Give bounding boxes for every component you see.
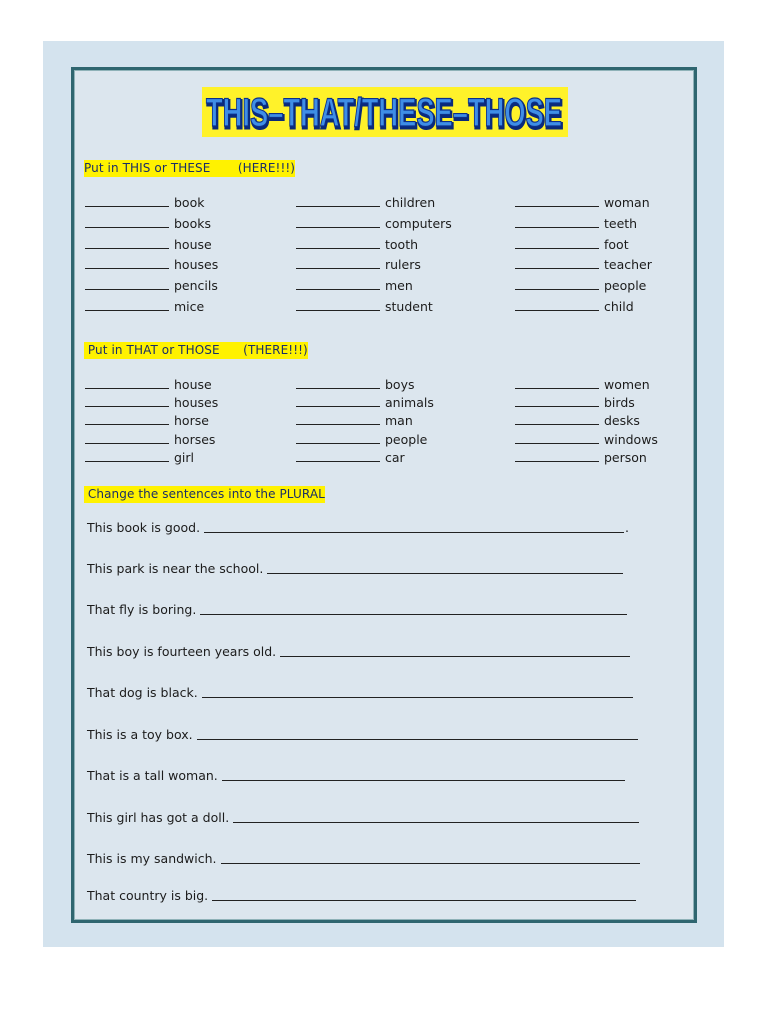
that-those-word: girl bbox=[174, 449, 195, 465]
that-those-item bbox=[85, 395, 218, 410]
answer-blank[interactable] bbox=[515, 301, 599, 311]
this-these-item bbox=[296, 299, 433, 314]
that-those-word: man bbox=[385, 413, 413, 429]
this-these-item bbox=[85, 216, 211, 231]
that-those-word: horse bbox=[174, 413, 209, 429]
answer-blank[interactable] bbox=[515, 259, 599, 269]
answer-blank[interactable] bbox=[85, 259, 169, 269]
this-these-word: pencils bbox=[174, 278, 218, 294]
this-these-word: teeth bbox=[604, 215, 638, 231]
answer-blank[interactable] bbox=[296, 397, 380, 407]
answer-blank[interactable] bbox=[296, 218, 380, 228]
page-title-text: THIS–THAT/THESE–THOSE bbox=[206, 91, 562, 135]
this-these-word: student bbox=[385, 299, 433, 314]
answer-blank[interactable] bbox=[85, 280, 169, 290]
that-those-item bbox=[85, 377, 212, 392]
this-these-word: woman bbox=[604, 195, 650, 210]
this-these-item bbox=[296, 195, 435, 210]
page-title-shadow: THIS–THAT/THESE–THOSE bbox=[207, 93, 563, 137]
this-these-word: children bbox=[385, 195, 436, 210]
that-those-item bbox=[85, 432, 215, 447]
that-those-item bbox=[515, 395, 635, 410]
worksheet-page bbox=[43, 41, 724, 947]
this-these-item bbox=[296, 237, 418, 252]
that-those-word: windows bbox=[604, 431, 658, 447]
answer-blank[interactable] bbox=[85, 434, 169, 444]
answer-blank[interactable] bbox=[296, 452, 380, 462]
answer-blank[interactable] bbox=[85, 218, 169, 228]
answer-blank[interactable] bbox=[515, 218, 599, 228]
this-these-item bbox=[515, 216, 637, 231]
that-those-item bbox=[296, 377, 415, 392]
answer-line[interactable] bbox=[204, 532, 624, 533]
this-these-word: rulers bbox=[385, 257, 421, 273]
answer-blank[interactable] bbox=[296, 197, 380, 207]
answer-blank[interactable] bbox=[296, 280, 380, 290]
section-plural-label: Change the sentences into the PLURAL bbox=[84, 487, 325, 501]
answer-blank[interactable] bbox=[515, 434, 599, 444]
this-these-item bbox=[296, 257, 421, 272]
answer-blank[interactable] bbox=[515, 379, 599, 389]
answer-blank[interactable] bbox=[515, 280, 599, 290]
that-those-word: women bbox=[604, 377, 650, 392]
this-these-item bbox=[515, 195, 650, 210]
this-these-item bbox=[296, 278, 413, 293]
that-those-word: house bbox=[174, 377, 212, 392]
answer-line[interactable] bbox=[233, 822, 639, 823]
sentence-prompt: This book is good. bbox=[87, 520, 201, 535]
this-these-word: computers bbox=[385, 215, 452, 231]
answer-blank[interactable] bbox=[85, 239, 169, 249]
answer-blank[interactable] bbox=[296, 301, 380, 311]
this-these-item bbox=[85, 299, 204, 314]
sentence-prompt: That fly is boring. bbox=[87, 602, 197, 617]
answer-blank[interactable] bbox=[515, 397, 599, 407]
answer-blank[interactable] bbox=[515, 452, 599, 462]
that-those-word: people bbox=[385, 431, 428, 447]
that-those-item bbox=[296, 413, 413, 428]
answer-blank[interactable] bbox=[515, 415, 599, 425]
answer-line[interactable] bbox=[222, 780, 625, 781]
answer-line[interactable] bbox=[267, 573, 623, 574]
answer-blank[interactable] bbox=[296, 415, 380, 425]
this-these-item bbox=[85, 237, 212, 252]
that-those-item bbox=[296, 395, 434, 410]
sentence-prompt: This is a toy box. bbox=[87, 727, 193, 742]
answer-blank[interactable] bbox=[515, 197, 599, 207]
that-those-word: car bbox=[385, 449, 405, 465]
this-these-word: book bbox=[174, 195, 205, 210]
this-these-word: books bbox=[174, 215, 211, 231]
answer-blank[interactable] bbox=[296, 379, 380, 389]
this-these-item bbox=[515, 278, 646, 293]
answer-blank[interactable] bbox=[85, 379, 169, 389]
answer-blank[interactable] bbox=[296, 239, 380, 249]
that-those-word: houses bbox=[174, 395, 219, 411]
that-those-word: boys bbox=[385, 377, 415, 392]
answer-blank[interactable] bbox=[85, 452, 169, 462]
answer-blank[interactable] bbox=[85, 197, 169, 207]
this-these-item bbox=[296, 216, 452, 231]
answer-blank[interactable] bbox=[296, 434, 380, 444]
sentence-prompt: This girl has got a doll. bbox=[87, 810, 230, 825]
this-these-word: houses bbox=[174, 257, 219, 273]
this-these-word: mice bbox=[174, 299, 205, 314]
answer-blank[interactable] bbox=[85, 301, 169, 311]
this-these-word: child bbox=[604, 299, 634, 314]
answer-blank[interactable] bbox=[296, 259, 380, 269]
sentence-prompt: That dog is black. bbox=[87, 685, 198, 700]
that-those-item bbox=[296, 450, 405, 465]
that-those-item bbox=[515, 450, 647, 465]
answer-line[interactable] bbox=[197, 739, 638, 740]
this-these-word: house bbox=[174, 236, 212, 252]
that-those-word: desks bbox=[604, 413, 640, 429]
this-these-word: teacher bbox=[604, 257, 652, 273]
that-those-word: animals bbox=[385, 395, 434, 411]
sentence-prompt: This is my sandwich. bbox=[87, 851, 217, 866]
answer-line[interactable] bbox=[221, 863, 640, 864]
that-those-word: birds bbox=[604, 395, 635, 411]
that-those-item bbox=[85, 450, 194, 465]
answer-line[interactable] bbox=[202, 697, 633, 698]
sentence-prompt: This boy is fourteen years old. bbox=[87, 644, 277, 659]
answer-blank[interactable] bbox=[85, 415, 169, 425]
that-those-item bbox=[296, 432, 427, 447]
this-these-item bbox=[515, 237, 629, 252]
this-these-word: tooth bbox=[385, 236, 419, 252]
this-these-word: foot bbox=[604, 236, 629, 252]
sentence-prompt: That country is big. bbox=[87, 888, 209, 903]
title-banner bbox=[202, 87, 568, 137]
answer-line[interactable] bbox=[212, 900, 636, 901]
that-those-item bbox=[515, 432, 658, 447]
sentence-prompt: This park is near the school. bbox=[87, 561, 264, 576]
this-these-item bbox=[85, 278, 218, 293]
that-those-word: horses bbox=[174, 431, 216, 447]
section-that-those-label: Put in THAT or THOSE (THERE!!!) bbox=[84, 343, 308, 357]
section-this-these-label: Put in THIS or THESE (HERE!!!) bbox=[84, 161, 296, 175]
page-title bbox=[202, 87, 568, 137]
answer-line[interactable] bbox=[200, 614, 627, 615]
that-those-item bbox=[515, 413, 640, 428]
answer-line[interactable] bbox=[280, 656, 630, 657]
sentence-end-period: . bbox=[625, 520, 629, 535]
this-these-item bbox=[85, 257, 218, 272]
this-these-item bbox=[85, 195, 204, 210]
that-those-item bbox=[515, 377, 650, 392]
that-those-word: person bbox=[604, 449, 647, 465]
sentence-prompt: That is a tall woman. bbox=[87, 768, 218, 783]
that-those-item bbox=[85, 413, 209, 428]
this-these-item bbox=[515, 257, 652, 272]
worksheet-frame bbox=[71, 67, 697, 923]
answer-blank[interactable] bbox=[85, 397, 169, 407]
answer-blank[interactable] bbox=[515, 239, 599, 249]
this-these-word: people bbox=[604, 278, 647, 294]
this-these-word: men bbox=[385, 278, 413, 294]
this-these-item bbox=[515, 299, 634, 314]
